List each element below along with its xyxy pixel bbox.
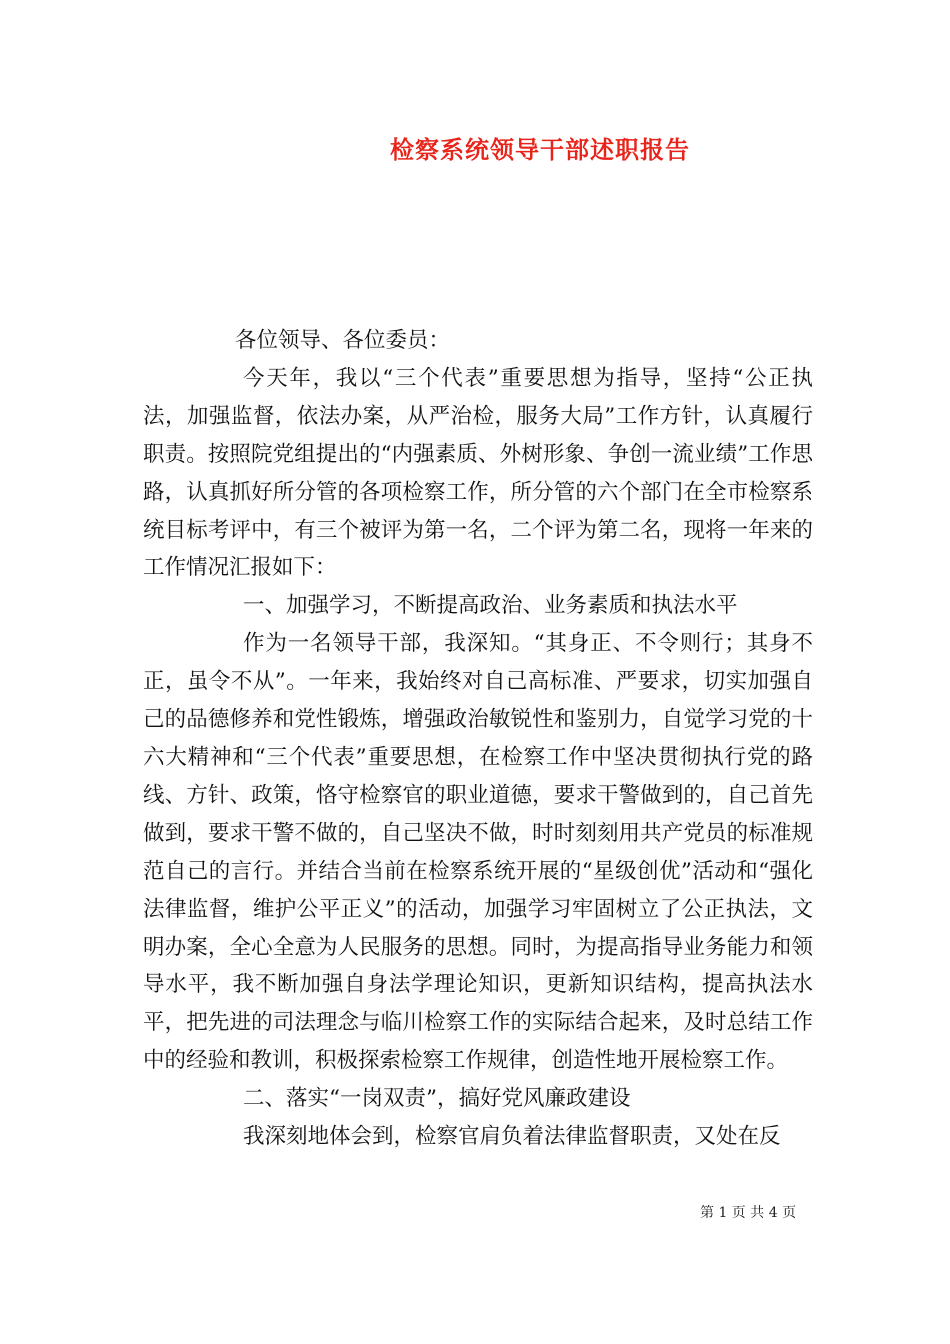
paragraph-study: 作为一名领导干部，我深知。“其身正、不令则行；其身不正，虽令不从”。一年来，我始终对自己高标准、严要求，切实加强自己的品德修养和党性锻炼，增强政治敏锐性和鉴别力，自觉学习党的十六大精神和“三个代表”重要思想，在检察工作中坚决贯彻执行党的路线、方针、政策，恪守检察官的职业道德，要求干警做到的，自己首先做到，要求干警不做的，自己坚决不做，时时刻刻用共产党员的标准规范自己的言行。并结合当前在检察系统开展的“星级创优”活动和“强化法律监督，维护公平正义”的活动，加强学习牢固树立了公正执法，文明办案，全心全意为人民服务的思想。同时，为提高指导业务能力和领导水平，我不断加强自身法学理论知识，更新知识结构，提高执法水平，把先进的司法理念与临川检察工作的实际结合起来，及时总结工作中的经验和教训，积极探索检察工作规律，创造性地开展检察工作。: [143, 631, 813, 1074]
paragraph-integrity: 我深刻地体会到，检察官肩负着法律监督职责，又处在反: [243, 1124, 781, 1150]
salutation: 各位领导、各位委员：: [235, 328, 451, 353]
paragraph-intro: 今天年，我以“三个代表”重要思想为指导，坚持“公正执法，加强监督，依法办案，从严治检，服务大局”工作方针，认真履行职责。按照院党组提出的“内强素质、外树形象、争创一流业绩”工作思路，认真抓好所分管的各项检察工作，所分管的六个部门在全市检察系统目标考评中，有三个被评为第一名，二个评为第二名，现将一年来的工作情况汇报如下：: [143, 365, 813, 581]
document-body: [143, 322, 813, 1156]
section-heading-1: 一、加强学习，不断提高政治、业务素质和执法水平: [243, 593, 738, 619]
document-title: 检察系统领导干部述职报告: [390, 135, 690, 164]
section-heading-2: 二、落实“一岗双责”，搞好党风廉政建设: [243, 1086, 631, 1112]
page-number: 第 1 页 共 4 页: [700, 1205, 797, 1221]
